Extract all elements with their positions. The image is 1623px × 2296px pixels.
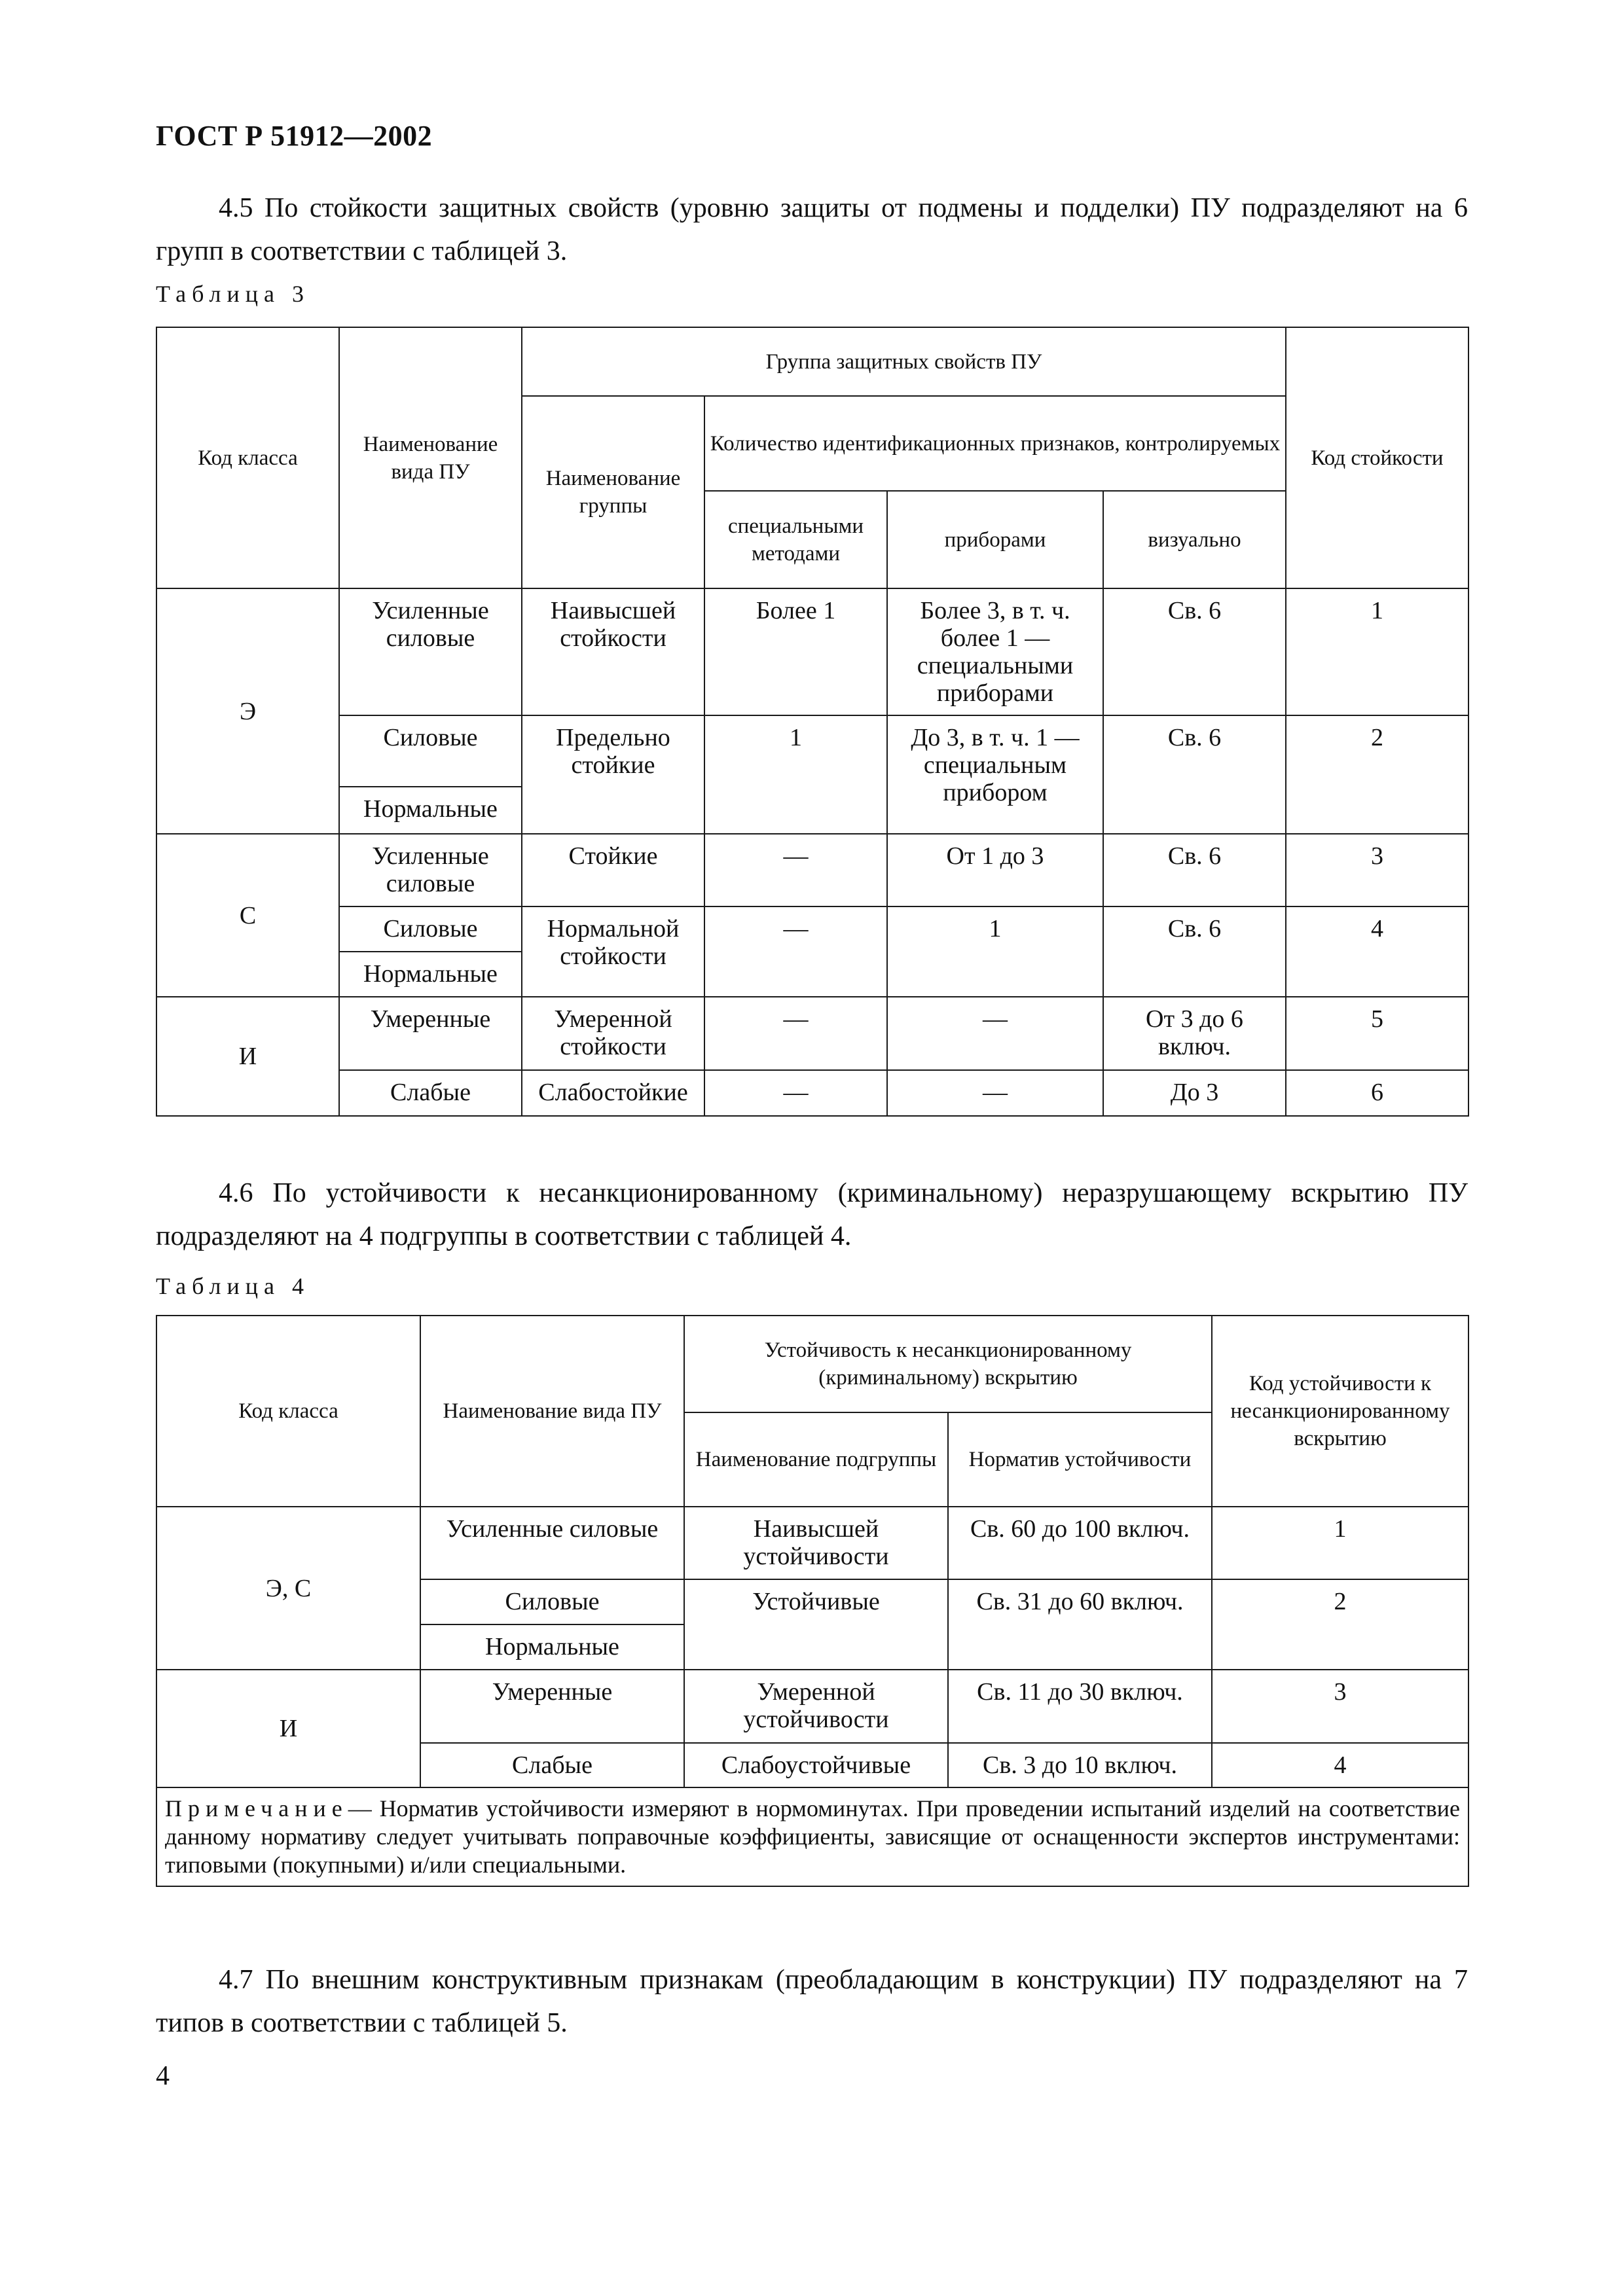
t3-code-cell: 5	[1286, 997, 1468, 1070]
note-text: — Норматив устойчивости измеряют в нормоминутах. При проведении испытаний изделий на соответствие данному нормативу следует учитывать поправочные коэффициенты, зависящие от оснащенности экспертов инструментами: типовыми (покупными) и/или специальными.	[165, 1795, 1460, 1878]
t3-class-cell: И	[156, 997, 339, 1116]
table-row	[156, 715, 1468, 787]
table-row	[156, 1070, 1468, 1116]
t4-type-cell: Силовые	[420, 1579, 684, 1624]
t3-class-cell: С	[156, 834, 339, 997]
t3-type-cell: Усиленные силовые	[339, 588, 522, 715]
t3-devices-cell: Более 3, в т. ч. более 1 — специальными приборами	[887, 588, 1103, 715]
paragraph-4-6	[156, 1172, 1468, 1258]
t3-devices-cell: 1	[887, 906, 1103, 997]
t4-norm-cell: Св. 60 до 100 включ.	[948, 1507, 1212, 1579]
t3-type-cell: Умеренные	[339, 997, 522, 1070]
t4-header-class-code: Код класса	[156, 1316, 420, 1507]
t3-code-cell: 4	[1286, 906, 1468, 997]
t3-header-resistance-code: Код стойкости	[1286, 327, 1468, 588]
paragraph-4-5-text: 4.5 По стойкости защитных свойств (уровню защиты от подмены и подделки) ПУ подразделяют на 6 групп в соответствии с таблицей 3.	[156, 193, 1468, 266]
t4-subgroup-cell: Устойчивые	[684, 1579, 948, 1670]
t3-devices-cell: До 3, в т. ч. 1 — специальным прибором	[887, 715, 1103, 834]
t4-subgroup-cell: Наивысшей устойчивости	[684, 1507, 948, 1579]
table-3	[156, 327, 1469, 1117]
t4-type-cell: Умеренные	[420, 1670, 684, 1743]
t3-devices-cell: —	[887, 1070, 1103, 1116]
t3-visual-cell: Св. 6	[1103, 834, 1286, 906]
t3-code-cell: 3	[1286, 834, 1468, 906]
t3-visual-cell: Св. 6	[1103, 588, 1286, 715]
table-row	[156, 906, 1468, 952]
t3-special-cell: —	[704, 834, 887, 906]
t4-type-cell: Слабые	[420, 1743, 684, 1787]
table-row	[156, 1670, 1468, 1743]
t3-header-visual: визуально	[1103, 491, 1286, 588]
table-row	[156, 834, 1468, 906]
t4-subgroup-cell: Умеренной устойчивости	[684, 1670, 948, 1743]
note-label: Примечание	[165, 1795, 348, 1821]
t4-header-norm: Норматив устойчивости	[948, 1412, 1212, 1507]
t3-type-cell: Нормальные	[339, 952, 522, 997]
t3-devices-cell: От 1 до 3	[887, 834, 1103, 906]
t3-special-cell: —	[704, 906, 887, 997]
table-row	[156, 588, 1468, 715]
t4-type-cell: Усиленные силовые	[420, 1507, 684, 1579]
t3-group-cell: Слабостойкие	[522, 1070, 704, 1116]
table-4-caption: Таблица 4	[156, 1273, 310, 1299]
t4-code-cell: 4	[1212, 1743, 1468, 1787]
t3-class-cell: Э	[156, 588, 339, 834]
t4-norm-cell: Св. 11 до 30 включ.	[948, 1670, 1212, 1743]
page-number: 4	[156, 2061, 170, 2091]
paragraph-4-5	[156, 187, 1468, 273]
t3-special-cell: 1	[704, 715, 887, 834]
t3-visual-cell: До 3	[1103, 1070, 1286, 1116]
t4-norm-cell: Св. 31 до 60 включ.	[948, 1579, 1212, 1670]
t3-header-special: специальными методами	[704, 491, 887, 588]
table-row	[156, 997, 1468, 1070]
t4-class-cell: И	[156, 1670, 420, 1787]
t3-group-cell: Предельно стойкие	[522, 715, 704, 834]
table-3-caption: Таблица 3	[156, 281, 310, 307]
t3-code-cell: 6	[1286, 1070, 1468, 1116]
t3-type-cell: Нормальные	[339, 787, 522, 834]
paragraph-4-6-text: 4.6 По устойчивости к несанкционированному (криминальному) неразрушающему вскрытию ПУ подразделяют на 4 подгруппы в соответствии с таблицей 4.	[156, 1178, 1468, 1251]
t3-devices-cell: —	[887, 997, 1103, 1070]
table-row	[156, 1507, 1468, 1579]
table-4	[156, 1315, 1469, 1887]
t3-type-cell: Силовые	[339, 906, 522, 952]
t3-special-cell: —	[704, 997, 887, 1070]
t3-code-cell: 2	[1286, 715, 1468, 834]
table-4-note	[156, 1787, 1468, 1886]
paragraph-4-7	[156, 1958, 1468, 2045]
t4-type-cell: Нормальные	[420, 1624, 684, 1670]
t4-code-cell: 1	[1212, 1507, 1468, 1579]
table-note-row	[156, 1787, 1468, 1886]
t3-special-cell: —	[704, 1070, 887, 1116]
document-header: ГОСТ Р 51912—2002	[156, 120, 433, 152]
t4-header-subgroup: Наименование подгруппы	[684, 1412, 948, 1507]
t3-header-group-name: Наименование группы	[522, 396, 704, 588]
t4-header-resistance: Устойчивость к несанкционированному (криминальному) вскрытию	[684, 1316, 1212, 1412]
t3-type-cell: Слабые	[339, 1070, 522, 1116]
t3-header-devices: приборами	[887, 491, 1103, 588]
t3-header-class-code: Код класса	[156, 327, 339, 588]
t3-group-cell: Стойкие	[522, 834, 704, 906]
t3-visual-cell: Св. 6	[1103, 906, 1286, 997]
t3-type-cell: Усиленные силовые	[339, 834, 522, 906]
paragraph-4-7-text: 4.7 По внешним конструктивным признакам (преобладающим в конструкции) ПУ подразделяют на 7 типов в соответствии с таблицей 5.	[156, 1965, 1468, 2038]
t4-class-cell: Э, С	[156, 1507, 420, 1670]
t3-group-cell: Наивысшей стойкости	[522, 588, 704, 715]
t3-type-cell: Силовые	[339, 715, 522, 787]
t3-special-cell: Более 1	[704, 588, 887, 715]
t3-header-group: Группа защитных свойств ПУ	[522, 327, 1286, 396]
t3-visual-cell: От 3 до 6 включ.	[1103, 997, 1286, 1070]
t4-header-pu-type: Наименование вида ПУ	[420, 1316, 684, 1507]
t4-subgroup-cell: Слабоустойчивые	[684, 1743, 948, 1787]
t3-group-cell: Умеренной стойкости	[522, 997, 704, 1070]
t3-code-cell: 1	[1286, 588, 1468, 715]
t3-header-count: Количество идентификационных признаков, контролируемых	[704, 396, 1286, 491]
t4-header-code: Код устойчивости к несанкционированному вскрытию	[1212, 1316, 1468, 1507]
t3-group-cell: Нормальной стойкости	[522, 906, 704, 997]
t3-header-pu-type: Наименование вида ПУ	[339, 327, 522, 588]
t4-norm-cell: Св. 3 до 10 включ.	[948, 1743, 1212, 1787]
t4-code-cell: 3	[1212, 1670, 1468, 1743]
t4-code-cell: 2	[1212, 1579, 1468, 1670]
t3-visual-cell: Св. 6	[1103, 715, 1286, 834]
